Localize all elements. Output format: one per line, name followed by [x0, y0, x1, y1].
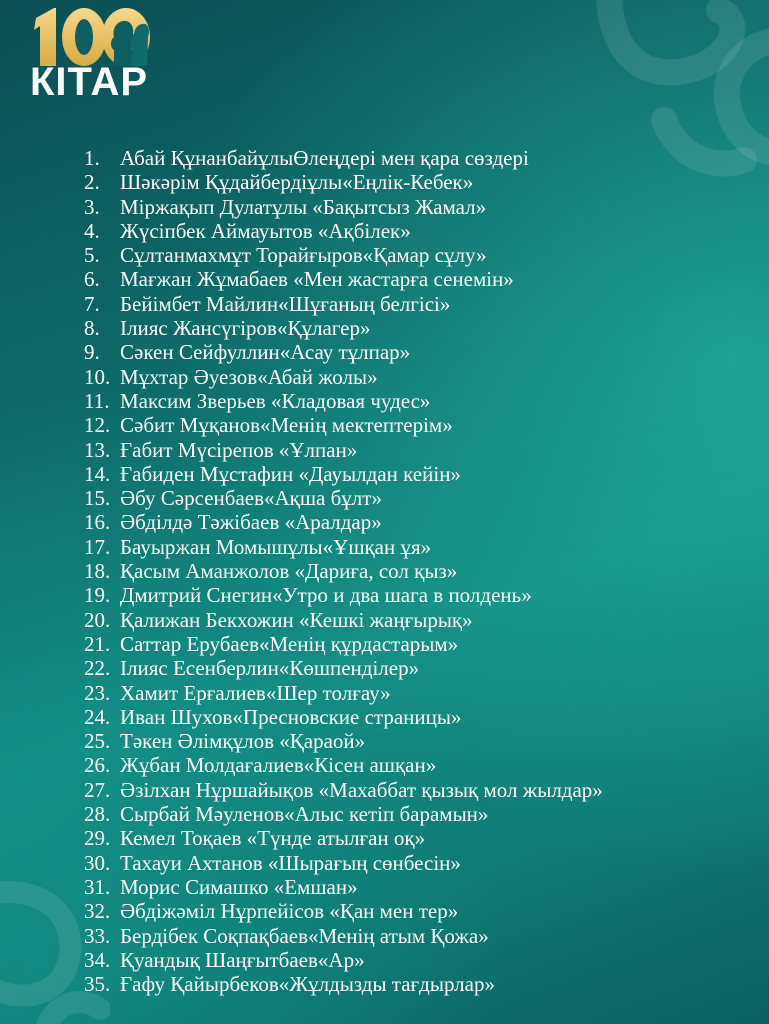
list-item	[84, 146, 603, 170]
list-item-number: 15.	[84, 486, 111, 511]
list-item-number: 27.	[84, 777, 111, 802]
list-item-text: Максим Зверьев «Кладовая чудес»	[120, 388, 431, 413]
list-item-number: 5.	[84, 243, 100, 268]
list-item-number: 29.	[84, 826, 111, 851]
list-item	[84, 365, 603, 389]
list-item-text: Әбдіжәміл Нұрпейісов «Қан мен тер»	[120, 899, 459, 924]
list-item	[84, 243, 603, 267]
list-item-number: 18.	[84, 559, 111, 584]
list-item-number: 1.	[84, 146, 100, 170]
list-item	[84, 340, 603, 364]
list-item-number: 23.	[84, 680, 111, 705]
list-item-number: 12.	[84, 413, 111, 438]
list-item	[84, 729, 603, 753]
list-item	[84, 632, 603, 656]
list-item-number: 31.	[84, 874, 111, 899]
list-item	[84, 559, 603, 583]
list-item-number: 13.	[84, 437, 111, 462]
list-item-number: 2.	[84, 170, 100, 195]
list-item-number: 16.	[84, 510, 111, 535]
list-item	[84, 316, 603, 340]
list-item-number: 6.	[84, 267, 100, 292]
list-item-text: Бердібек Соқпақбаев«Менің атым Қожа»	[120, 923, 489, 948]
list-item	[84, 195, 603, 219]
list-item-text: Қуандық Шаңғытбаев«Ар»	[120, 947, 365, 972]
list-item-number: 30.	[84, 850, 111, 875]
list-item-number: 7.	[84, 291, 100, 316]
logo	[24, 4, 164, 104]
list-item	[84, 851, 603, 875]
list-item-number: 26.	[84, 753, 111, 778]
list-item	[84, 705, 603, 729]
list-item-text: Сұлтанмахмұт Торайғыров«Қамар сұлу»	[120, 243, 487, 268]
list-item-text: Әбу Сәрсенбаев«Ақша бұлт»	[120, 486, 382, 511]
list-item-text: Саттар Ерубаев«Менің құрдастарым»	[120, 631, 459, 656]
list-item	[84, 170, 603, 194]
list-item-text: Дмитрий Снегин«Утро и два шага в полдень»	[120, 583, 532, 608]
list-item-text: Ғабиден Мұстафин «Дауылдан кейін»	[120, 461, 461, 486]
list-item	[84, 924, 603, 948]
list-item-text: Иван Шухов«Пресновские страницы»	[120, 704, 462, 729]
list-item-text: Қасым Аманжолов «Дариға, сол қыз»	[120, 559, 458, 584]
list-item-number: 14.	[84, 461, 111, 486]
list-item-text: Әбділдә Тәжібаев «Аралдар»	[120, 510, 382, 535]
list-item-text: Сырбай Мәуленов«Алыс кетіп барамын»	[120, 802, 489, 827]
list-item	[84, 389, 603, 413]
list-item-text: Ілияс Жансүгіров«Құлагер»	[120, 316, 371, 341]
list-item	[84, 608, 603, 632]
book-list	[84, 146, 603, 996]
list-item	[84, 583, 603, 607]
list-item-text: Шәкәрім Құдайбердіұлы«Еңлік-Кебек»	[120, 170, 474, 195]
list-item-number: 22.	[84, 656, 111, 681]
list-item-text: Сәбит Мұқанов«Менің мектептерім»	[120, 413, 453, 438]
list-item-number: 11.	[84, 388, 110, 413]
list-item-text: Әзілхан Нұршайықов «Махаббат қызық мол жылдар»	[120, 777, 603, 802]
list-item-text: Ілияс Есенберлин«Көшпенділер»	[120, 656, 420, 681]
list-item	[84, 826, 603, 850]
list-item-text: Жұбан Молдағалиев«Кісен ашқан»	[120, 753, 437, 778]
list-item-text: Мағжан Жұмабаев «Мен жастарға сенемін»	[120, 267, 514, 292]
list-item	[84, 899, 603, 923]
list-item-text: Тәкен Әлімқұлов «Қараой»	[120, 729, 366, 754]
list-item	[84, 219, 603, 243]
list-item-number: 8.	[84, 316, 100, 341]
list-item-text: Ғафу Қайырбеков«Жұлдызды тағдырлар»	[120, 972, 495, 997]
list-item-number: 33.	[84, 923, 111, 948]
list-item	[84, 535, 603, 559]
list-item-number: 20.	[84, 607, 111, 632]
list-item-number: 34.	[84, 947, 111, 972]
list-item-number: 10.	[84, 364, 111, 389]
list-item	[84, 681, 603, 705]
list-item-number: 21.	[84, 631, 111, 656]
list-item	[84, 948, 603, 972]
list-item-number: 9.	[84, 340, 100, 365]
list-item	[84, 656, 603, 680]
list-item	[84, 292, 603, 316]
list-item	[84, 486, 603, 510]
list-item-number: 32.	[84, 899, 111, 924]
list-item-text: Міржақып Дулатұлы «Бақытсыз Жамал»	[120, 194, 487, 219]
list-item-number: 17.	[84, 534, 111, 559]
list-item-text: Қалижан Бекхожин «Кешкі жаңғырық»	[120, 607, 473, 632]
list-item-number: 19.	[84, 583, 111, 608]
list-item	[84, 875, 603, 899]
list-item-text: Сәкен Сейфуллин«Асау тұлпар»	[120, 340, 411, 365]
list-item-text: Мұхтар Әуезов«Абай жолы»	[120, 364, 378, 389]
list-item	[84, 510, 603, 534]
list-item-number: 35.	[84, 972, 111, 997]
silhouette-heads-icon	[26, 4, 166, 68]
list-item	[84, 462, 603, 486]
list-item-number: 28.	[84, 802, 111, 827]
list-item-text: Ғабит Мүсірепов «Ұлпан»	[120, 437, 358, 462]
list-item-number: 24.	[84, 704, 111, 729]
list-item-text: Бейімбет Майлин«Шұғаның белгісі»	[120, 291, 451, 316]
list-item	[84, 413, 603, 437]
list-item-text: Абай ҚұнанбайұлыӨлеңдері мен қара сөздері	[120, 146, 529, 170]
list-item-text: Кемел Тоқаев «Түнде атылған оқ»	[120, 826, 426, 851]
list-item	[84, 972, 603, 996]
list-item-text: Жүсіпбек Аймауытов «Ақбілек»	[120, 218, 411, 243]
list-item	[84, 267, 603, 291]
list-item-text: Бауыржан Момышұлы«Ұшқан ұя»	[120, 534, 432, 559]
list-item-number: 3.	[84, 194, 100, 219]
list-item	[84, 778, 603, 802]
list-item	[84, 753, 603, 777]
list-item-number: 25.	[84, 729, 111, 754]
list-item-number: 4.	[84, 218, 100, 243]
list-item-text: Тахауи Ахтанов «Шырағың сөнбесін»	[120, 850, 461, 875]
list-item-text: Морис Симашко «Емшан»	[120, 874, 358, 899]
list-item	[84, 802, 603, 826]
list-item	[84, 438, 603, 462]
list-item-text: Хамит Ерғалиев«Шер толғау»	[120, 680, 391, 705]
logo-title: КІТАР	[30, 60, 149, 104]
